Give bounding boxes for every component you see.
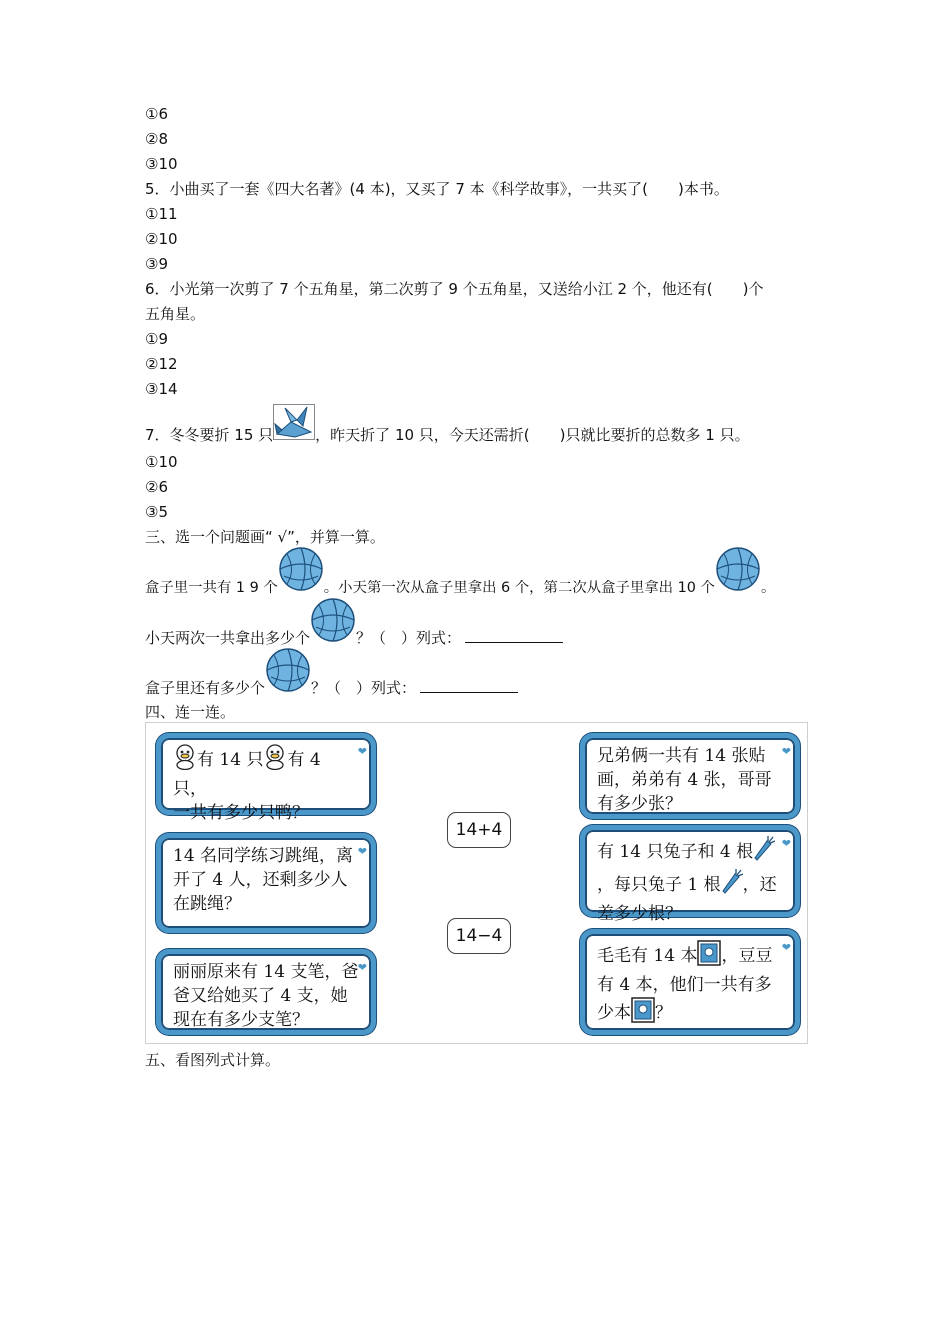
section-3-question-1 [145,597,563,647]
option: ②12 [145,355,178,373]
ball-icon [265,647,311,712]
card-text: ，每只兔子 1 根 [597,875,721,895]
option: ②6 [145,478,168,496]
option: ②10 [145,230,178,248]
section-3-title: 三、选一个问题画“ √”，并算一算。 [145,528,385,546]
card-text: ，还差多少根？ [597,875,777,924]
question-7-text-before: 7．冬冬要折 15 只 [145,426,274,444]
heart-icon: ❤ [781,745,791,758]
expression-add[interactable]: 14+4 [447,812,511,848]
left-card-pens[interactable] [156,949,376,1035]
section-3-text: 。小天第一次从盒子里拿出 6 个，第二次从盒子里拿出 10 个 [323,580,715,596]
section-3-text: 盒子里还有多少个 [145,679,266,697]
option: ①11 [145,205,178,223]
answer-blank[interactable] [420,677,518,693]
heart-icon: ❤ [357,961,367,974]
option: ③5 [145,503,168,521]
book-icon [697,940,721,973]
heart-icon: ❤ [357,745,367,758]
card-text: 有 14 只 [197,750,264,770]
option: ③14 [145,380,178,398]
ball-icon [715,546,761,612]
expression-subtract[interactable]: 14−4 [447,918,511,954]
duck-icon [173,744,197,777]
question-6-line2: 五角星。 [145,305,206,323]
option: ①10 [145,453,178,471]
left-card-jump-rope[interactable] [156,833,376,933]
heart-icon: ❤ [357,845,367,858]
card-text: 兄弟俩一共有 14 张贴画，弟弟有 4 张，哥哥有多少张？ [597,746,772,814]
card-text: 有 4 只， [173,750,321,799]
section-3-text: ？（ ）列式： [311,679,417,697]
right-card-books[interactable] [580,929,800,1035]
question-6-line1: 6．小光第一次剪了 7 个五角星，第二次剪了 9 个五角星，又送给小江 2 个，他还有( )个 [145,280,764,298]
card-text: 丽丽原来有 14 支笔，爸爸又给她买了 4 支，她现在有多少支笔？ [173,962,359,1030]
book-icon [631,997,655,1030]
answer-blank[interactable] [465,627,563,643]
option: ②8 [145,130,168,148]
heart-icon: ❤ [781,941,791,954]
card-text: 有 14 只兔子和 4 根 [597,842,754,862]
section-3-text: 。 [760,580,776,596]
carrot-icon [721,869,743,902]
section-3-question-2 [145,647,518,697]
section-4-title: 四、连一连。 [145,703,236,721]
question-5: 5．小曲买了一套《四大名著》(4 本)，又买了 7 本《科学故事》，一共买了( )本书。 [145,180,729,198]
heart-icon: ❤ [781,837,791,850]
question-7-text-after: ，昨天折了 10 只，今天还需折( )只就比要折的总数多 1 只。 [315,426,750,444]
card-text: ？ [655,1003,672,1023]
option: ①9 [145,330,168,348]
card-text: 毛毛有 14 本 [597,946,698,966]
card-text: 14 名同学练习跳绳，离开了 4 人，还剩多少人在跳绳？ [173,846,354,914]
section-3-text: 盒子里一共有 1 9 个 [145,580,278,596]
option: ①6 [145,105,168,123]
section-3-text: 小天两次一共拿出多少个 [145,629,311,647]
matching-figure [145,722,808,1044]
card-text: 一共有多少只鸭？ [173,803,309,823]
question-7 [145,404,750,444]
section-3-line1 [145,546,775,596]
section-3-text: ？（ ）列式： [356,629,462,647]
carrot-icon [753,836,775,869]
right-card-stickers[interactable] [580,733,800,819]
left-card-ducks[interactable] [156,733,376,823]
section-5-title: 五、看图列式计算。 [145,1051,281,1069]
duck-icon [263,744,287,777]
card-text: ，豆豆有 4 本，他们一共有多少本 [597,946,773,1023]
right-card-carrots[interactable] [580,825,800,924]
option: ③10 [145,155,178,173]
option: ③9 [145,255,168,273]
paper-crane-icon [273,404,315,453]
